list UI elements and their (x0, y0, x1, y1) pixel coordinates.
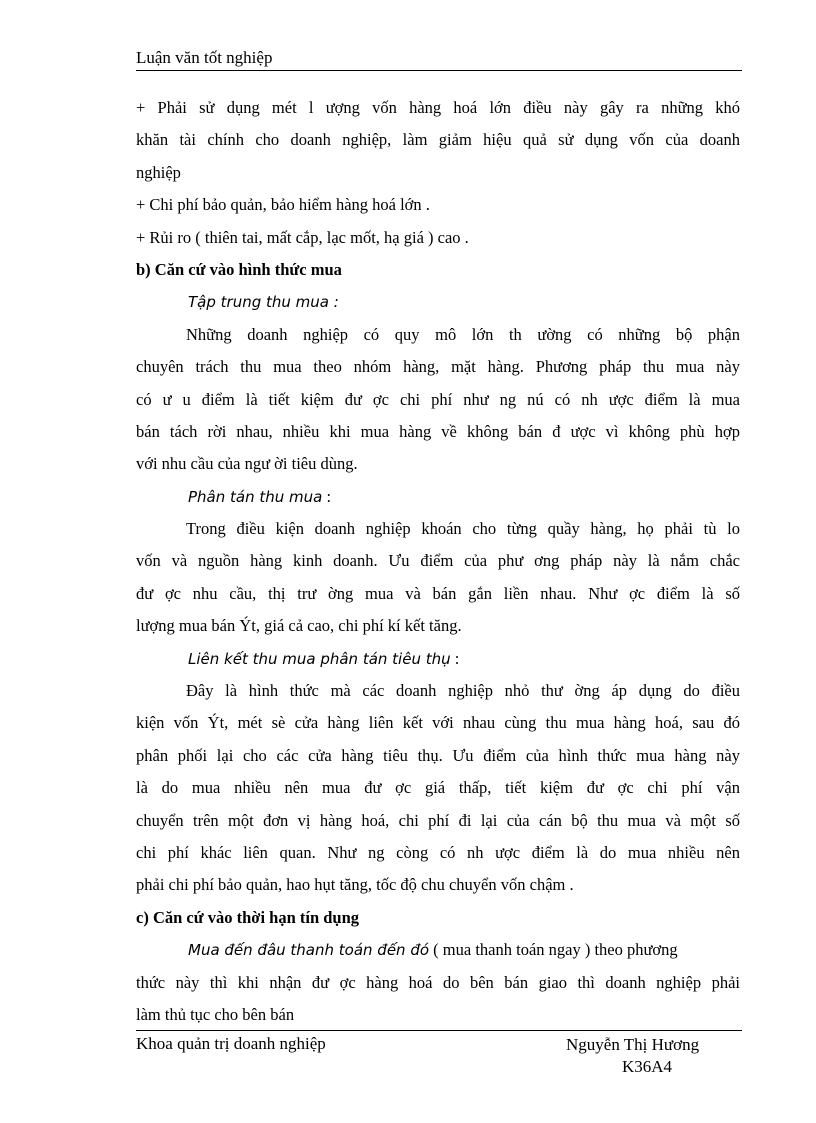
subheading-mua-den-dau: Mua đến đâu thanh toán đến đó (188, 941, 430, 960)
text-line: + Rủi ro ( thiên tai, mất cắp, lạc mốt, hạ giá ) cao . (136, 227, 469, 247)
subheading-lien-ket: Liên kết thu mua phân tán tiêu thụ (188, 649, 451, 668)
text-line: là do mua nhiều nên mua đư ợc giá thấp, tiết kiệm đư ợc chi phí vận (136, 778, 740, 798)
footer-author: Nguyễn Thị Hương (566, 1035, 700, 1054)
text-line (136, 934, 740, 966)
text-line: + Chi phí bảo quản, bảo hiểm hàng hoá lớn . (136, 195, 430, 215)
text-line: khăn tài chính cho doanh nghiệp, làm giảm hiệu quả sử dụng vốn của doanh (136, 130, 740, 150)
footer-faculty: Khoa quản trị doanh nghiệp (136, 1034, 326, 1053)
text-line: thức này thì khi nhận đư ợc hàng hoá do bên bán giao thì doanh nghiệp phải (136, 972, 740, 992)
text-line: phải chi phí bảo quản, hao hụt tăng, tốc độ chu chuyển vốn chậm . (136, 875, 574, 895)
text-fragment: ( mua thanh toán ngay ) theo phương (433, 940, 678, 960)
section-heading-b: b) Căn cứ vào hình thức mua (136, 259, 342, 279)
text-line: chi phí khác liên quan. Như ng còng có nh ược điểm là do mua nhiều nên (136, 842, 740, 862)
subheading-tap-trung: Tập trung thu mua : (188, 293, 339, 312)
subheading-phan-tan: Phân tán thu mua (188, 487, 323, 506)
text-line: + Phải sử dụng mét l ượng vốn hàng hoá lớn điều này gây ra những khó (136, 98, 740, 117)
section-heading-c: c) Căn cứ vào thời hạn tín dụng (136, 907, 360, 927)
document-body (136, 92, 740, 1031)
text-line: làm thủ tục cho bên bán (136, 1004, 295, 1024)
text-line: Những doanh nghiệp có quy mô lớn th ường có những bộ phận (186, 324, 740, 344)
footer-divider (136, 1030, 742, 1031)
text-line: kiện vốn Ýt, mét sè cửa hàng liên kết với nhau cùng thu mua hàng hoá, sau đó (136, 713, 740, 733)
text-line: Đây là hình thức mà các doanh nghiệp nhỏ thư ờng áp dụng do điều (186, 681, 740, 701)
text-line: vốn và nguồn hàng kinh doanh. Ưu điểm của phư ơng pháp này là nắm chắc (136, 551, 740, 571)
footer-author-block (566, 1034, 699, 1078)
text-line: đư ợc nhu cầu, thị trư ờng mua và bán gắn liền nhau. Như ợc điểm là số (136, 583, 740, 603)
text-line: lượng mua bán Ýt, giá cả cao, chi phí kí kết tăng. (136, 616, 462, 636)
text-line: nghiệp (136, 162, 181, 182)
text-line: chuyển trên một đơn vị hàng hoá, chi phí đi lại của cán bộ thu mua và một số (136, 810, 740, 830)
text-line: có ư u điểm là tiết kiệm đư ợc chi phí như ng nú có nh ược điểm là mua (136, 389, 740, 409)
subheading-colon: : (450, 648, 460, 668)
text-line: với nhu cầu của ngư ời tiêu dùng. (136, 454, 358, 474)
footer-class-code: K36A4 (622, 1057, 673, 1076)
subheading-line (136, 481, 740, 513)
text-line: chuyên trách thu mua theo nhóm hàng, mặt hàng. Phương pháp thu mua này (136, 357, 740, 377)
subheading-line (136, 286, 740, 318)
subheading-colon: : (322, 486, 332, 506)
text-line: bán tách rời nhau, nhiều khi mua hàng về không bán đ ược vì không phù hợp (136, 421, 740, 441)
text-line: Trong điều kiện doanh nghiệp khoán cho từng quầy hàng, họ phải tù lo (186, 519, 740, 539)
text-line: phân phối lại cho các cửa hàng tiêu thụ. Ưu điểm của hình thức mua hàng này (136, 745, 740, 765)
subheading-line (136, 643, 740, 675)
header-title: Luận văn tốt nghiệp (136, 48, 273, 67)
page-header (136, 48, 742, 71)
